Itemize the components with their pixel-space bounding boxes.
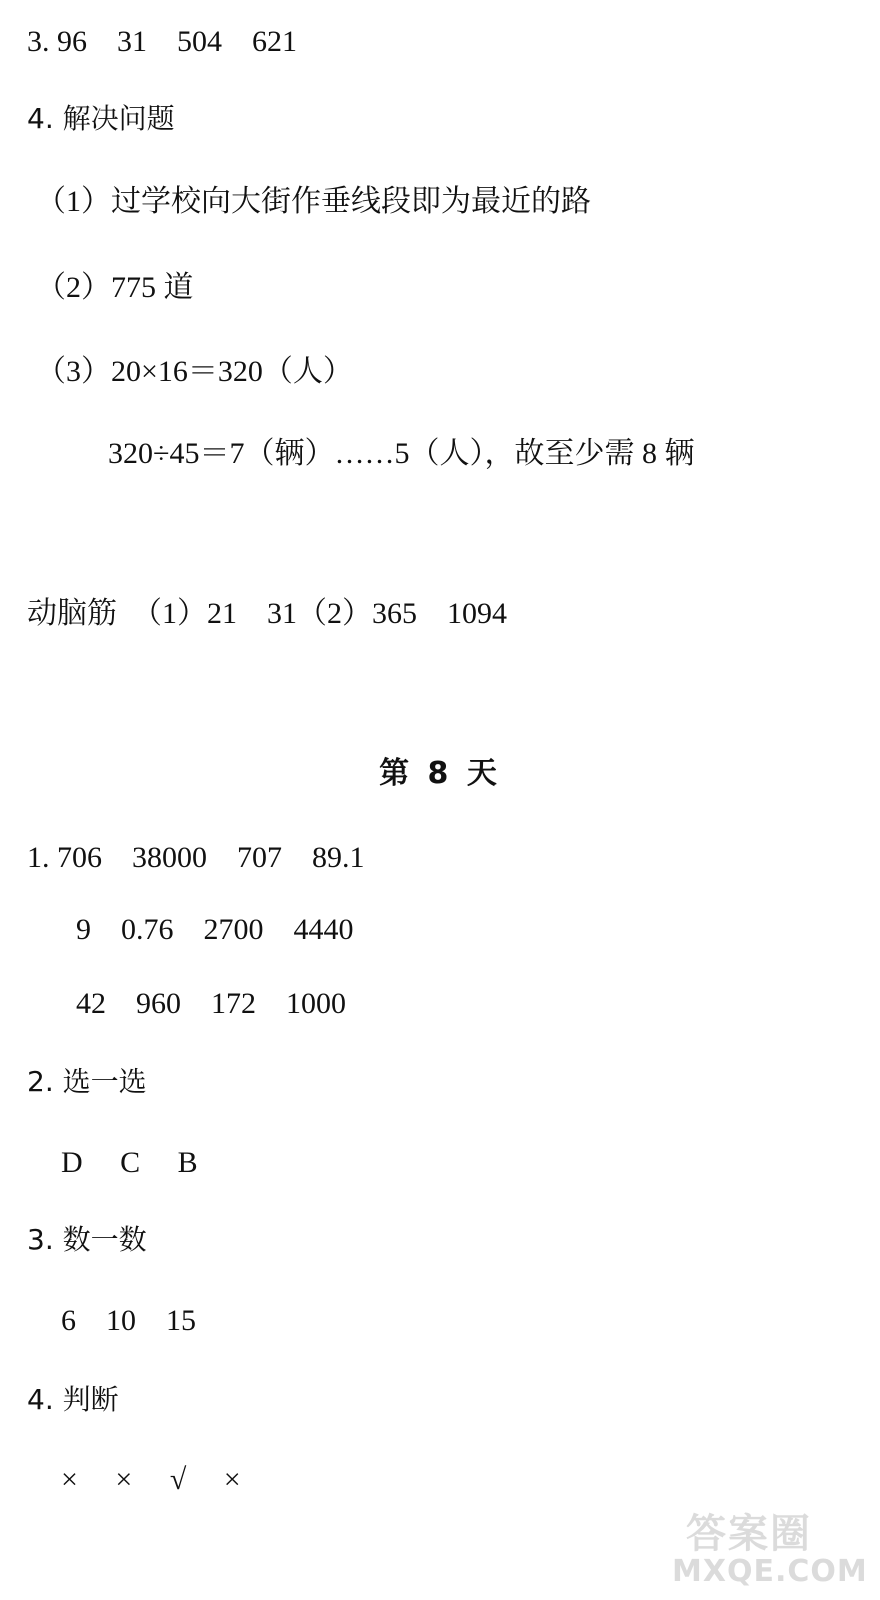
answer-q1: （1）过学校向大街作垂线段即为最近的路 xyxy=(36,185,591,218)
answer-line-3: 3. 96 31 504 621 xyxy=(27,25,297,58)
site-watermark-logo xyxy=(672,1502,868,1594)
watermark-text-top: 答案圈 xyxy=(686,1511,812,1557)
answer-q3-step1: （3）20×16＝320（人） xyxy=(36,355,353,388)
section-title-day-8: 第 8 天 xyxy=(379,756,501,791)
answer-q3-step2: 320÷45＝7（辆）……5（人），故至少需 8 辆 xyxy=(108,437,695,470)
heading-solve-problems: 4. 解决问题 xyxy=(27,102,175,135)
day8-answer-1-row3: 42 960 172 1000 xyxy=(76,987,346,1020)
day8-answer-1-row2: 9 0.76 2700 4440 xyxy=(76,913,354,946)
day8-answer-3: 6 10 15 xyxy=(61,1304,196,1337)
brain-teaser-answers: 动脑筋 （1）21 31（2）365 1094 xyxy=(27,597,507,630)
day8-answer-1-row1: 1. 706 38000 707 89.1 xyxy=(27,841,365,874)
heading-judge: 4. 判断 xyxy=(27,1383,119,1416)
heading-count: 3. 数一数 xyxy=(27,1223,147,1256)
day8-answer-4: × × √ × xyxy=(61,1463,241,1496)
day8-answer-2: D C B xyxy=(61,1146,198,1179)
answer-q2: （2）775 道 xyxy=(36,271,194,304)
heading-choose: 2. 选一选 xyxy=(27,1065,147,1098)
watermark-text-bottom: MXQE.COM xyxy=(672,1554,868,1589)
